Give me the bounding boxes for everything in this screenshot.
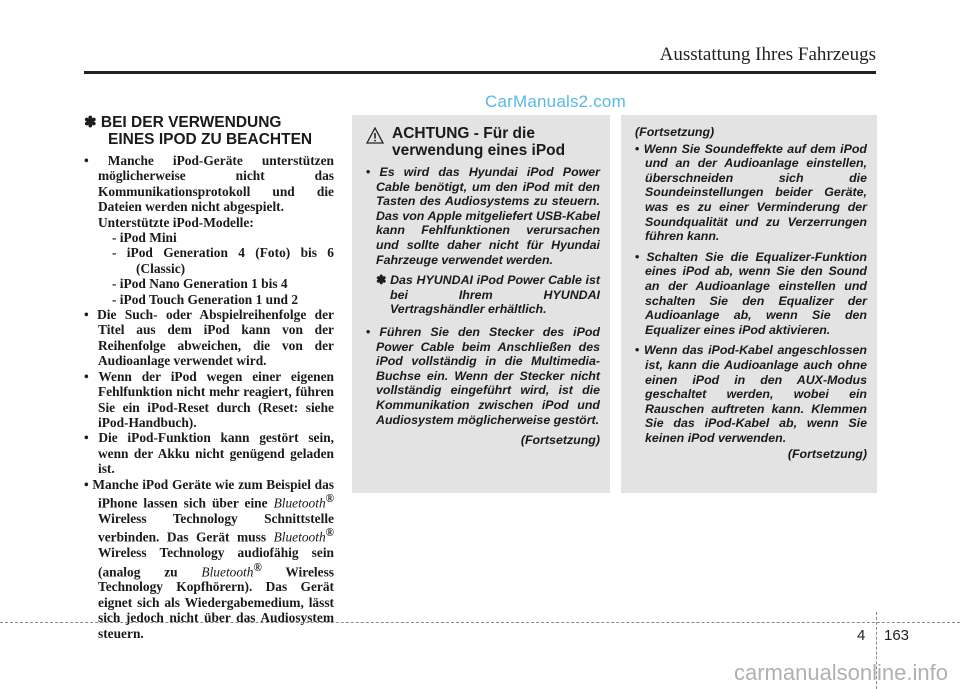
list-item	[635, 343, 867, 445]
page-header-title: Ausstattung Ihres Fahrzeugs	[659, 44, 876, 65]
caution-title-line1: ACHTUNG - Für die	[392, 125, 535, 142]
bluetooth-term: Bluetooth	[273, 529, 326, 545]
bluetooth-term: Bluetooth	[273, 495, 326, 511]
watermark-bottom: carmanualsonline.info	[733, 660, 948, 685]
caution-box	[352, 115, 610, 493]
note-text: Das HYUNDAI iPod Power Cable ist bei Ihrem HYUNDAI Vertragshändler erhältlich.	[390, 273, 600, 317]
list-item	[84, 153, 334, 307]
registered-mark: ®	[325, 492, 334, 505]
registered-mark: ®	[253, 561, 262, 574]
list-item	[366, 165, 600, 267]
chapter-number: 4	[857, 627, 866, 644]
item-text: Wireless Technology Schnittstelle verbinden. Das Gerät muss	[98, 510, 334, 545]
model-item: - iPod Mini	[112, 230, 177, 246]
models-label: Unterstützte iPod-Modelle:	[98, 214, 254, 230]
item-text: Schalten Sie die Equalizer-Funktion eines iPod ab, wenn Sie den Sound an der Audioanlage einstellen und schalten Sie den Equalizer der Audioanlage ab, wenn Sie den Equalizer eines iPod aktivieren.	[645, 249, 867, 337]
list-item	[635, 250, 867, 338]
list-item	[635, 142, 867, 244]
section-title-line1: BEI DER VERWENDUNG	[100, 114, 282, 131]
model-item: - iPod Generation 4 (Foto) bis 6 (Classic)	[112, 245, 334, 276]
star-icon: ✽	[376, 273, 387, 288]
continued-label-top: (Fortsetzung)	[635, 125, 715, 139]
caution-list	[366, 165, 600, 267]
star-icon: ✽	[84, 114, 97, 131]
registered-mark: ®	[325, 527, 334, 540]
item-text: Wenn das iPod-Kabel angeschlossen ist, kann die Audioanlage auch ohne einen iPod in den AUX-Modus geschaltet werden, wobei ein Rauschen auftreten kann. Klemmen Sie das iPod-Kabel ab, wenn Sie keinen iPod verwenden.	[643, 343, 867, 445]
page-number-value: 163	[884, 627, 910, 644]
note	[366, 273, 600, 317]
footer-rule	[0, 622, 960, 623]
item-text: Manche iPod Geräte wie zum Beispiel das iPhone lassen sich über eine	[92, 476, 334, 511]
item-text: Es wird das Hyundai iPod Power Cable benötigt, um den iPod mit den Tasten des Audiosystems zu steuern. Das von Apple mitgeliefert USB-Kabel kann Fehlfunktionen verursachen und sollte daher nicht für Hyundai Fahrzeuge verwendet werden.	[376, 165, 600, 267]
list-item	[84, 477, 334, 641]
item-text: Manche iPod-Geräte unterstützen möglicherweise nicht das Kommunikationsprotokoll und die Dateien werden nicht abgespielt.	[98, 153, 334, 215]
watermark-top: CarManuals2.com	[485, 92, 626, 111]
item-text: Wenn Sie Soundeffekte auf dem iPod und an der Audioanlage einstellen, überschneiden sich die Soundeinstellungen beider Geräte, was es zu einer Verminderung der Soundqualität und zu Verzerrungen führen kann.	[643, 141, 868, 244]
item-text: Die Such- oder Abspielreihenfolge der Titel aus dem iPod kann von der Reihenfolge abweichen, die von der Audioanlage verwendet wird.	[97, 307, 334, 369]
model-item: - iPod Nano Generation 1 bis 4	[112, 276, 288, 292]
caution-heading	[366, 125, 600, 159]
ipod-notes-list	[84, 153, 334, 641]
section-title	[84, 115, 334, 148]
continuation-list	[635, 142, 867, 446]
list-item	[84, 307, 334, 369]
model-item: - iPod Touch Generation 1 und 2	[112, 291, 299, 307]
ipod-notes-column	[84, 115, 334, 641]
item-text: Wenn der iPod wegen einer eigenen Fehlfunktion nicht mehr reagiert, führen Sie ein iPod-Reset durch (Reset: siehe iPod-Handbuch).	[98, 368, 334, 430]
caution-title-line2: verwendung eines iPod	[392, 142, 566, 159]
item-text: Die iPod-Funktion kann gestört sein, wenn der Akku nicht genügend geladen ist.	[98, 430, 334, 477]
item-text: Führen Sie den Stecker des iPod Power Cable beim Anschließen des iPod vollständig in die Multimedia-Buchse ein. Wenn der Stecker nicht vollständig eingeführt wird, ist die Kommunikation zwischen iPod und Audiosystem möglicherweise gestört.	[376, 324, 600, 427]
item-text: Wireless Technology Kopfhörern). Das Gerät eignet sich als Wiedergabemedium, lässt sich jedoch nicht über das Audiosystem steuern.	[98, 563, 334, 641]
item-text: Wireless Technology audiofähig sein (analog zu	[98, 545, 334, 579]
list-item	[84, 369, 334, 431]
bluetooth-term: Bluetooth	[201, 563, 254, 579]
list-item	[84, 430, 334, 476]
header-rule	[84, 71, 876, 74]
continued-label: (Fortsetzung)	[520, 433, 600, 448]
models-block	[98, 215, 334, 307]
continued-label: (Fortsetzung)	[787, 447, 867, 462]
section-title-line2: EINES IPOD ZU BEACHTEN	[108, 130, 313, 148]
caution-list-2	[366, 325, 600, 427]
list-item	[366, 325, 600, 427]
continuation-box	[621, 115, 877, 493]
warning-triangle-icon	[366, 127, 384, 148]
